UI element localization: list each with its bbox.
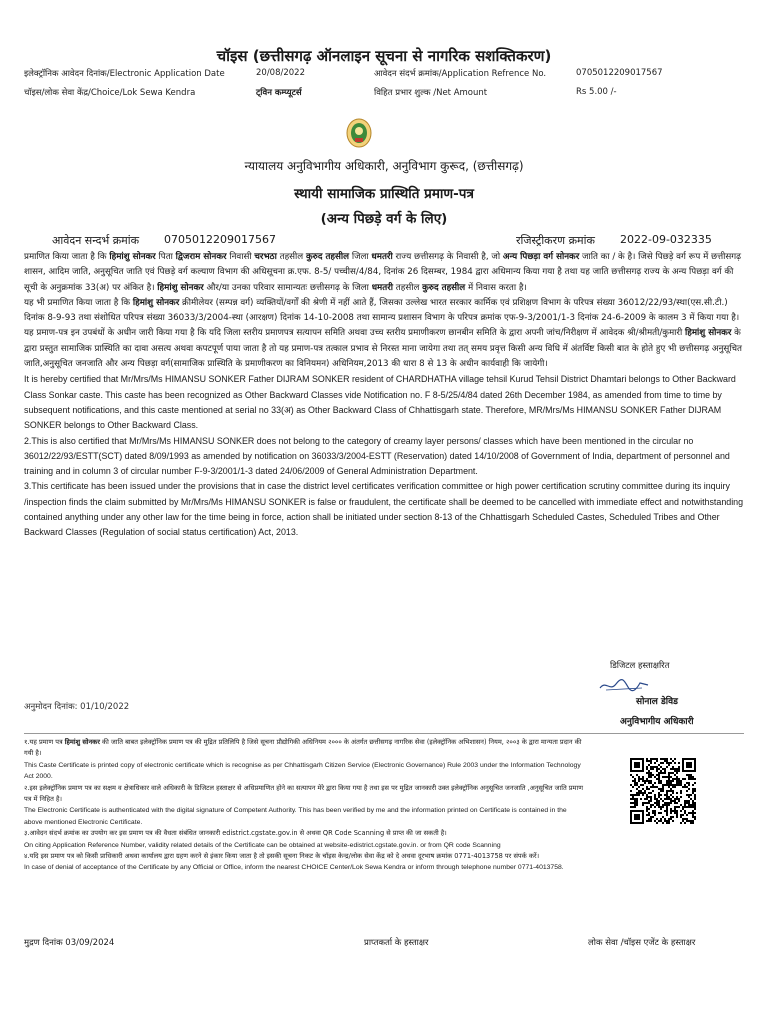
note-3-hindi: ३.आवेदन संदर्भ क्रमांक का उपयोग कर इस प्रमाण पत्र की वैधता संबंधित जानकारी edistrict.cgstate.gov.in से अथवा QR Code Scanning से प्राप्त की जा सकती है। — [24, 829, 447, 838]
app-date-value: 20/08/2022 — [256, 68, 305, 78]
signer-name: सोनाल डेविड — [636, 697, 678, 707]
amount-value: Rs 5.00 /- — [576, 87, 617, 97]
reg-value: 2022-09-032335 — [620, 233, 712, 246]
approval-date: अनुमोदन दिनांक: 01/10/2022 — [24, 702, 130, 712]
ref-value: 070501220901756​7 — [576, 68, 663, 78]
hindi-paragraph-3: यह प्रमाण-पत्र इन उपबंधों के अधीन जारी किया गया है कि यदि जिला स्तरीय प्रमाणपत्र सत्यापन समिति अथवा उच्च स्तरीय प्रमाणीकरण छानबीन समिति के द्वारा अपनी जांच/निरीक्षण में आवेदक श्री/श्रीमती/कुमारी हिमांशु सोनकर के द्वारा प्रस्तुत सामाजिक प्रास्थिति का दावा असत्य अथवा कपटपूर्ण पाया जाता है तो यह प्रमाण-पत्र तत्काल प्रभाव से निरस्त माना जायेगा तथा तत् समय प्रवृत्त किसी अन्य विधि में अंतर्विष्ट किसी बात के होते हुए भी छत्तीसगढ़ अनुसूचित जाति,अनुसूचित जनजाति और अन्य पिछड़ा वर्ग(सामाजिक प्रास्थिति के प्रमाणीकरण का विनियमन) अधिनियम,2013 की धारा 8 से 13 के अधीन कार्यवाही कि जायेगी। — [24, 328, 742, 370]
note-2-hindi: २.इस इलेक्ट्रॉनिक प्रमाण पत्र का सक्षम व क्षेत्राधिकार वाले अधिकारी के डिजिटल हस्ताक्षर से अधिप्रमाणित होने का सत्यापन मेरे द्वारा किया गया है तथा इस पर मुद्रित जानकारी उक्त इलेक्ट्रॉनिक अनुसूचित जनजाति ,अनुसूचित जाति प्रमाण पत्र में निहित है। — [24, 783, 583, 804]
certificate-body — [24, 250, 746, 541]
reg-label: रजिस्ट्रीकरण क्रमांक — [516, 234, 595, 247]
amount-label: विहित प्रभार शुल्क /Net Amount — [374, 88, 488, 98]
hindi-paragraph-2: यह भी प्रमाणित किया जाता है कि हिमांशु सोनकर क्रीमीलेयर (सम्पन्न वर्ग) व्यक्तियों/वर्गों की श्रेणी में नहीं आते हैं, जिसका उल्लेख भारत सरकार कार्मिक एवं प्रशिक्षण विभाग के परिपत्र संख्या 36012/22/93/स्था(एस.सी.टी.) दिनांक 8-9-93 तथा संशोधित परिपत्र संख्या 36033/3/2004-स्था (आरक्षण) दिनांक 14-10-2008 तथा सामान्य प्रशासन विभाग के परिपत्र क्रमांक एफ-9-3/2001/1-3 दिनांक 24-6-2009 के कालम 3 में किया गया है। — [24, 297, 740, 324]
notes-section — [24, 737, 584, 874]
agent-signature-label: लोक सेवा /चॉइस एजेंट के हस्ताक्षर — [588, 938, 696, 948]
recipient-signature-label: प्राप्तकर्ता के हस्ताक्षर — [364, 938, 429, 948]
note-4-hindi: ४.यदि इस प्रमाण पत्र को किसी प्राधिकारी अथवा कार्यालय द्वारा ग्रहण करने से इंकार किया जाता है तो इसकी सूचना निकट के चॉइस केन्द्र/लोक सेवा केंद्र को दे अथवा दूरभाष क्रमांक 0771-4013758 पर संपर्क करें। — [24, 852, 540, 861]
note-1-english: This Caste Certificate is printed copy of electronic certificate which is recognise as per Chhattisgarh Citizen Service (Electronic Governance) Rule 2003 under the Information Technology Act 2000. — [24, 761, 581, 781]
digital-signed-label: डिजिटल हस्ताक्षरित — [610, 661, 670, 671]
note-3-english: On citing Application Reference Number, validity related details of the Certificate can be obtained at website-edistrict.cgstate.gov.in. or from QR code Scanning — [24, 841, 501, 849]
english-paragraph-1: It is hereby certified that Mr/Mrs/Ms HIMANSU SONKER Father DIJRAM SONKER resident of CHARDHATHA village tehsil Kurud Tehsil District Dhamtari belongs to Other Backward Class Sonkar caste. This caste has been recognized as Other Backward Classes vide Notification no. F 8-5/25/4/84 dated 26th December 1984, as amended from time to time by subsequent notifications, and this caste mentioned at serial no 33(अ) as Other Backward Class of Chhattisgarh state. Therefore, MR/Mrs/Ms HIMANSU SONKER Father DIJRAM SONKER belongs to Other Backward Class. — [24, 374, 736, 431]
app-date-label: इलेक्ट्रॉनिक आवेदन दिनांक/Electronic Application Date — [24, 69, 225, 79]
center-label: चॉइस/लोक सेवा केंद्र/Choice/Lok Sewa Kendra — [24, 88, 196, 98]
qr-code-icon[interactable] — [630, 758, 696, 824]
app-ref-label: आवेदन सन्दर्भ क्रमांक — [52, 234, 140, 247]
note-4-english: In case of denial of acceptance of the Certificate by any Official or Office, inform the nearest CHOICE Center/Lok Sewa Kendra or inform through telephone number 0771-4013758. — [24, 864, 564, 872]
note-2-english: The Electronic Certificate is authenticated with the digital signature of Competent Authority. This has been verified by me and the information printed on Certificate is contained in the above mentioned Electronic Certificate. — [24, 807, 567, 826]
state-emblem-icon — [346, 118, 372, 148]
signature-scribble-icon — [598, 676, 650, 694]
ref-label: आवेदन संदर्भ क्रमांक/Application Refrence No. — [374, 69, 547, 79]
office-heading: न्यायालय अनुविभागीय अधिकारी, अनुविभाग कुरूद, (छत्तीसगढ़) — [244, 159, 524, 173]
note-1-hindi: १.यह प्रमाण पत्र हिमांशु सोनकर की जाति बाबत इलेक्ट्रॉनिक प्रमाण पत्र की मुद्रित प्रतिलिपि है जिसे सूचना प्रौद्योगिकी अधिनियम २००० के अंतर्गत छत्तीसगढ़ नागरिक सेवा (इलेक्ट्रॉनिक अभिशासन) नियम, २००३ के द्वारा मान्यता प्रदान की गयी है। — [24, 738, 582, 758]
divider — [24, 733, 744, 734]
signer-designation: अनुविभागीय अधिकारी — [620, 717, 694, 727]
center-value: ट्विन कम्प्यूटर्स — [256, 88, 302, 98]
app-ref-value: 0705012209017567 — [164, 233, 276, 246]
page-title: चॉइस (छत्तीसगढ़ ऑनलाइन सूचना से नागरिक सशक्तिकरण) — [216, 47, 552, 65]
certificate-title: स्थायी सामाजिक प्रास्थिति प्रमाण-पत्र — [294, 186, 474, 202]
english-paragraph-3: 3.This certificate has been issued under the provisions that in case the district level certificates verification committee or high power certification scrutiny committee during its inquiry /inspection finds the claim submitted by Mr/Mrs/Ms HIMANSU SONKER is false or fraudulent, the certificate shall be deemed to be cancelled with immediate effect and notwithstanding contained anything under any other law for the time being in force, action shall be initiated under section 8-13 of the Chhattisgarh Scheduled Castes, Scheduled Tribes and Other Backward Classes (Regulation of social status certification) Act, 2013. — [24, 481, 744, 538]
print-date: मुद्रण दिनांक 03/09/2024 — [24, 938, 115, 948]
hindi-paragraph-1: प्रमाणित किया जाता है कि हिमांशु सोनकर पिता द्विजराम सोनकर निवासी चरभठा तहसील कुरुद तहसील जिला धमतरी राज्य छत्तीसगढ़ के निवासी है, जो अन्य पिछड़ा वर्ग सोनकर जाति का / के है। जिसे पिछड़े वर्ग रूप में छत्तीसगढ़ शासन, आदिम जाति, अनुसूचित जाति एवं पिछड़े वर्ग कल्याण विभाग की अधिसूचना क्र.एफ. 8-5/ पच्चीस/4/84, दिनांक 26 दिसम्बर, 1984 द्वारा अधिमान्य किया गया है तथा यह जाति छत्तीसगढ़ राज्य के अन्य पिछड़ा वर्ग की सूची के अनुक्रमांक 33(अ) पर अंकित है। हिमांशु सोनकर और/या उनका परिवार सामान्यतः छत्तीसगढ़ के जिला धमतरी तहसील कुरुद तहसील में निवास करता है। — [24, 252, 742, 293]
certificate-subtitle: (अन्य पिछड़े वर्ग के लिए) — [320, 211, 448, 227]
english-paragraph-2: 2.This is also certified that Mr/Mrs/Ms HIMANSU SONKER does not belong to the category of creamy layer persons/ classes which have been mentioned in the circular no 36012/22/93/ESTT(SCT) dated 8/09/1993 as amended by notification on 36033/3/2004-ESTT (Reservation) dated 14/10/2008 of Government of India, department of personnel and training and in column 3 of circular number F-9-3/2001/1-3 dated 24/06/2009 of General Administration Department. — [24, 435, 730, 477]
